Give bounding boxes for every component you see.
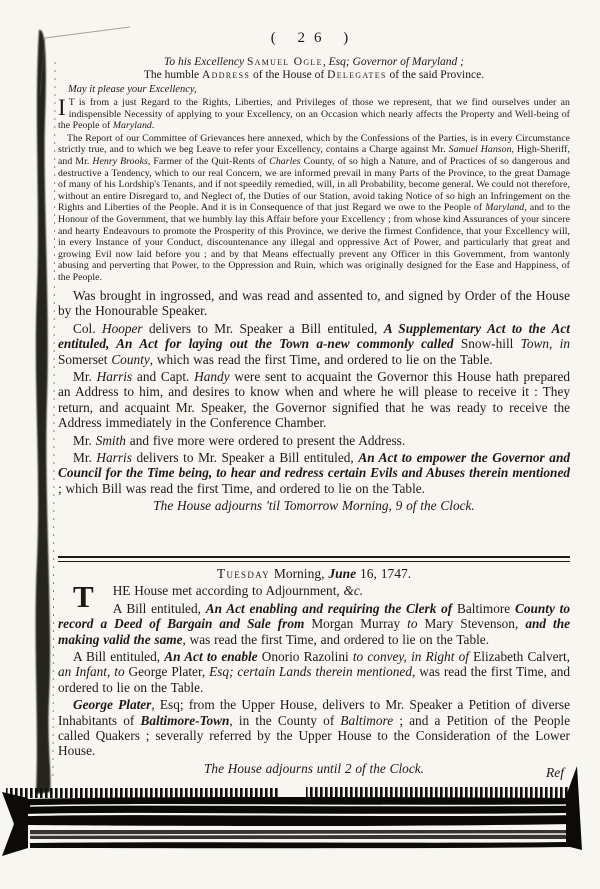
page-number: ( 26 ) <box>270 30 358 46</box>
catchword: Ref <box>546 765 564 780</box>
paragraph-hooper-bill: Col. Hooper delivers to Mr. Speaker a Bill entituled, A Supplementary Act to the Act entituled, An Act for laying out the Town a-new commonly called Snow-hill Town, in Somerset County, which was read the first Time, and ordered to lie on the Table. <box>58 320 570 367</box>
adjournment-line-1: The House adjourns 'til Tomorrow Morning, 9 of the Clock. <box>153 498 475 514</box>
paragraph-razolini-bill: A Bill entituled, An Act to enable Onorio Razolini to convey, in Right of Elizabeth Calvert, an Infant, to George Plater, Esq; certain Lands therein mentioned, was read the first Time, and ordered to lie on the Table. <box>58 649 571 695</box>
paragraph-harris-bill: Mr. Harris delivers to Mr. Speaker a Bill entituled, An Act to empower the Governor and Council for the Time being, to hear and redress certain Evils and Abuses therein mentioned ; which Bill was read the first Time, and ordered to lie on the Table. <box>58 450 570 496</box>
address-paragraph-1: I T is from a just Regard to the Rights, Liberties, and Privileges of those we represent, that we find ourselves under an indispensible Necessity of applying to your Excellency, on an Occasion which nearly affects the Property and Well-being of the People of Maryland. <box>58 95 570 132</box>
paragraph-plater-petitions: George Plater, Esq; from the Upper House, delivers to Mr. Speaker a Petition of diverse Inhabitants of Baltimore-Town, in the County of Baltimore ; and a Petition of the People called Quakers ; severally referred by the Upper House to the Consideration of the Lower House. <box>58 697 570 759</box>
page-content <box>58 30 570 285</box>
bottom-scan-bands-artifact <box>2 766 582 856</box>
paragraph-engrossed: Was brought in ingrossed, and was read and assented to, and signed by Order of the House by the Honourable Speaker. <box>58 288 570 319</box>
dedication-line: To his Excellency Samuel Ogle, Esq; Governor of Maryland ; <box>164 56 464 68</box>
address-title-line: The humble Address of the House of Delegates of the said Province. <box>143 69 485 81</box>
paragraph-house-met: T HE House met according to Adjournment, &c. <box>73 579 364 615</box>
paragraph-smith: Mr. Smith and five more were ordered to present the Address. <box>73 432 406 448</box>
double-rule-divider <box>58 556 570 562</box>
paragraph-baltimore-deed-bill: A Bill entituled, An Act enabling and requiring the Clerk of Baltimore County to record a Deed of Bargain and Sale from Morgan Murray to Mary Stevenson, and the making valid the same, was read the first Time, and ordered to lie on the Table. <box>58 600 571 647</box>
salutation-line: May it please your Excellency, <box>68 84 197 95</box>
journal-body-tuesday <box>58 556 570 778</box>
journal-body-monday <box>58 288 570 516</box>
paragraph-harris-handy: Mr. Harris and Capt. Handy were sent to acquaint the Governor this House hath prepared an Address to him, and desires to know when and where he will please to receive it : They return, and acquaint Mr. Speaker, the Governor signified that he was ready to receive the Address immediately in the Conference Chamber. <box>58 369 570 431</box>
adjournment-line-2: The House adjourns until 2 of the Clock. <box>204 760 424 776</box>
session-heading: Tuesday Morning, June 16, 1747. <box>216 566 412 581</box>
address-paragraph-2: The Report of our Committee of Grievances here annexed, which by the Confessions of the Parties, is in every Circumstance strictly true, and to which we beg Leave to refer your Excellency, contains a Charge against Mr. Samuel Hanson, High-Sheriff, and Mr. Henry Brooks, Farmer of the Quit-Rents of Charles County, of so high a Nature, and of Practices of so dangerous and destructive a Tendency, which to our real Concern, we are informed prevail in many Parts of the Province, to the great Damage of many of his Lordship's Tenants, and if not speedily remedied, will, in all Probability, become general. We could not therefore, without an entire Disregard to, and Neglect of, the Duties of our Station, avoid taking Notice of so high an Infringement on the Rights and Liberties of the People. And it is in Consequence of that just Regard we owe to the People of Maryland, and to the Honour of the Government, that we humbly lay this Affair before your Excellency ; from whose kind Assurances of your sincere and hearty Endeavours to promote the Prosperity of this Province, we derive the firmest Confidence, that your Excellency will, in every Instance of your Conduct, discountenance any illegal and oppressive Act of Power, and particularly that great and growing Evil now laid before you ; and by that Means effectually prevent any Officer in this Government, from wantonly abusing and perverting that Power, to the Oppression and Ruin, which was originally designed for the Ease and Happiness, of the People. <box>58 132 570 283</box>
address-text-block <box>58 97 570 284</box>
